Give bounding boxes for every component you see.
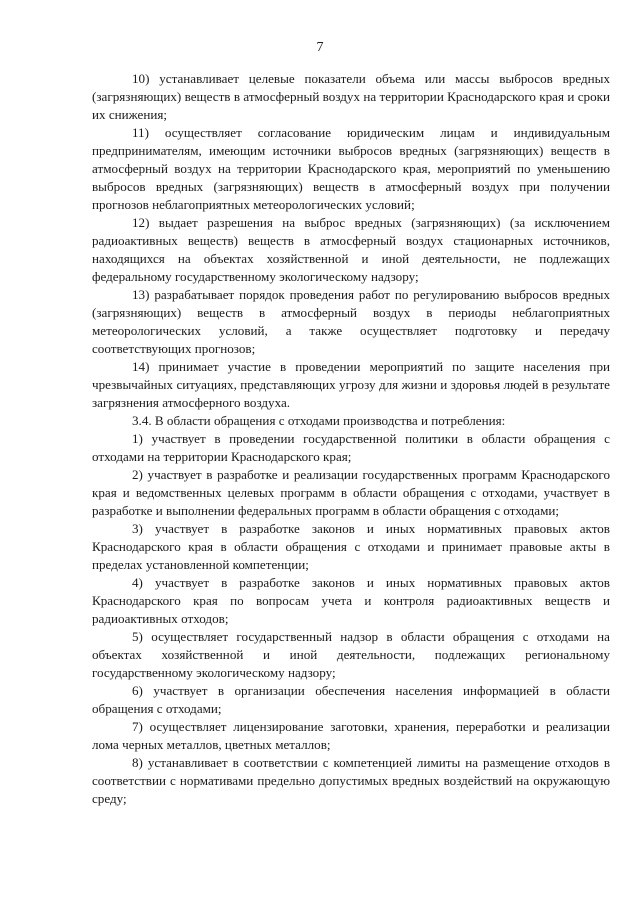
paragraph-waste-7: 7) осуществляет лицензирование заготовки, хранения, переработки и реализации лома черных металлов, цветных металлов; [92,719,610,752]
paragraph-air-13: 13) разрабатывает порядок проведения работ по регулированию выбросов вредных (загрязняющих) веществ в атмосферный воздух в периоды неблагоприятных метеорологических условий, а также осуществляет подготовку и передачу соответствующих прогнозов; [92,287,610,356]
paragraph-waste-4: 4) участвует в разработке законов и иных нормативных правовых актов Краснодарского края по вопросам учета и контроля радиоактивных веществ и радиоактивных отходов; [92,575,610,626]
paragraph-waste-8: 8) устанавливает в соответствии с компетенцией лимиты на размещение отходов в соответствии с нормативами предельно допустимых вредных воздействий на окружающую среду; [92,755,610,806]
paragraph-air-10: 10) устанавливает целевые показатели объема или массы выбросов вредных (загрязняющих) веществ в атмосферный воздух на территории Краснодарского края и сроки их снижения; [92,71,610,122]
paragraph-waste-3: 3) участвует в разработке законов и иных нормативных правовых актов Краснодарского края в области обращения с отходами и принимает правовые акты в пределах установленной компетенции; [92,521,610,572]
paragraph-waste-5: 5) осуществляет государственный надзор в области обращения с отходами на объектах хозяйственной и иной деятельности, подлежащих региональному государственному экологическому надзору; [92,629,610,680]
paragraph-air-12: 12) выдает разрешения на выброс вредных (загрязняющих) (за исключением радиоактивных веществ) веществ в атмосферный воздух стационарных источников, находящихся на объектах хозяйственной и иной деятельности, не подлежащих федеральному государственному экологическому надзору; [92,215,610,284]
paragraph-air-11: 11) осуществляет согласование юридическим лицам и индивидуальным предпринимателям, имеющим источники выбросов вредных (загрязняющих) веществ в атмосферный воздух на территории Краснодарского края, мероприятий по уменьшению выбросов вредных (загрязняющих) веществ в атмосферный воздух при получении прогнозов неблагоприятных метеорологических условий; [92,125,610,212]
section-heading-3-4: 3.4. В области обращения с отходами производства и потребления: [132,413,506,428]
paragraph-waste-2: 2) участвует в разработке и реализации государственных программ Краснодарского края и ведомственных целевых программ в области обращения с отходами, участвует в разработке и выполнении федеральных программ в области обращения с отходами; [92,467,610,518]
page-number: 7 [316,40,324,55]
paragraph-waste-6: 6) участвует в организации обеспечения населения информацией в области обращения с отходами; [92,683,610,716]
paragraph-waste-1: 1) участвует в проведении государственной политики в области обращения с отходами на территории Краснодарского края; [92,431,610,464]
paragraph-air-14: 14) принимает участие в проведении мероприятий по защите населения при чрезвычайных ситуациях, представляющих угрозу для жизни и здоровья людей в результате загрязнения атмосферного воздуха. [92,359,610,410]
document-body [92,70,610,808]
